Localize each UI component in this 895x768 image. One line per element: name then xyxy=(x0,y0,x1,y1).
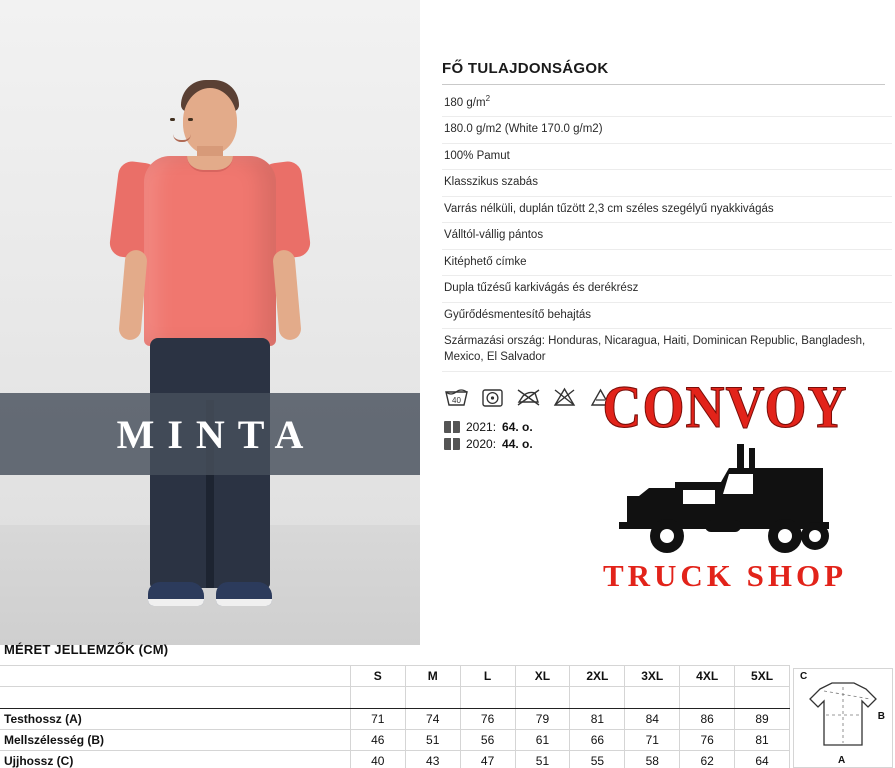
property-row: 180.0 g/m2 (White 170.0 g/m2) xyxy=(442,117,892,144)
size-cell: 56 xyxy=(460,730,515,751)
catalog-icon xyxy=(444,438,460,450)
measurement-diagram xyxy=(793,668,893,768)
convoy-truck-shop-logo xyxy=(575,373,875,615)
size-cell: 74 xyxy=(405,709,460,730)
size-cell: 46 xyxy=(350,730,405,751)
spacer-cell xyxy=(680,687,735,709)
spacer-cell xyxy=(350,687,405,709)
size-column-5xl: 5XL xyxy=(735,666,790,687)
logo-bottom-text: TRUCK SHOP xyxy=(602,558,848,593)
property-weight-unit-sup: 2 xyxy=(485,94,491,103)
size-cell: 81 xyxy=(735,730,790,751)
wash-40-icon xyxy=(444,386,469,408)
shoe-sole-right xyxy=(216,599,272,606)
model-illustration xyxy=(110,70,310,630)
property-weight-value: 180 g/m xyxy=(444,96,486,109)
size-cell: 43 xyxy=(405,751,460,768)
size-column-3xl: 3XL xyxy=(625,666,680,687)
model-eye-right xyxy=(188,118,193,121)
size-column-l: L xyxy=(460,666,515,687)
size-cell: 71 xyxy=(350,709,405,730)
size-table-spacer-row xyxy=(0,687,790,709)
tumble-dry-icon xyxy=(480,386,505,408)
property-row: Gyűrődésmentesítő behajtás xyxy=(442,303,892,330)
size-column-m: M xyxy=(405,666,460,687)
model-arm-right xyxy=(272,249,302,341)
spacer-cell xyxy=(405,687,460,709)
property-row: Kitéphető címke xyxy=(442,250,892,277)
size-table xyxy=(0,665,790,768)
size-cell: 58 xyxy=(625,751,680,768)
spacer-cell xyxy=(515,687,570,709)
do-not-iron-icon xyxy=(516,386,541,408)
size-cell: 89 xyxy=(735,709,790,730)
size-cell: 86 xyxy=(680,709,735,730)
property-row: Varrás nélküli, duplán tűzött 2,3 cm széles szegélyű nyakkivágás xyxy=(442,197,892,224)
size-cell: 81 xyxy=(570,709,625,730)
size-column-s: S xyxy=(350,666,405,687)
size-section-title: MÉRET JELLEMZŐK (CM) xyxy=(4,642,169,657)
size-column-2xl: 2XL xyxy=(570,666,625,687)
model-shoe-left xyxy=(148,582,204,606)
spacer-cell xyxy=(625,687,680,709)
catalog-year: 2020: xyxy=(466,436,497,451)
truck-illustration xyxy=(609,438,841,558)
tshirt-body xyxy=(144,156,276,346)
size-table-corner-cell xyxy=(0,666,350,687)
table-row xyxy=(0,751,790,768)
size-column-4xl: 4XL xyxy=(680,666,735,687)
property-row: 100% Pamut xyxy=(442,144,892,171)
size-cell: 62 xyxy=(680,751,735,768)
spacer-cell xyxy=(0,687,350,709)
size-cell: 76 xyxy=(680,730,735,751)
table-row xyxy=(0,730,790,751)
property-row-origin: Származási ország: Honduras, Nicaragua, Haiti, Dominican Republic, Bangladesh, Mexico, El Salvador xyxy=(442,329,892,371)
spacer-cell xyxy=(460,687,515,709)
model-shoe-right xyxy=(216,582,272,606)
sample-watermark-band xyxy=(0,393,420,475)
size-cell: 66 xyxy=(570,730,625,751)
property-row: Dupla tűzésű karkivágás és derékrész xyxy=(442,276,892,303)
size-cell: 76 xyxy=(460,709,515,730)
model-head xyxy=(183,88,237,154)
property-row-weight xyxy=(442,89,892,117)
logo-top-text: CONVOY xyxy=(602,373,848,441)
spacer-cell xyxy=(570,687,625,709)
catalog-year: 2021: xyxy=(466,419,497,434)
property-row: Klasszikus szabás xyxy=(442,170,892,197)
size-cell: 47 xyxy=(460,751,515,768)
size-cell: 61 xyxy=(515,730,570,751)
do-not-bleach-icon xyxy=(552,386,577,408)
size-row-label: Ujjhossz (C) xyxy=(0,751,350,768)
size-cell: 84 xyxy=(625,709,680,730)
size-row-label: Testhossz (A) xyxy=(0,709,350,730)
size-column-xl: XL xyxy=(515,666,570,687)
diagram-label-a: A xyxy=(838,755,846,766)
size-cell: 51 xyxy=(405,730,460,751)
size-table-header-row xyxy=(0,666,790,687)
size-cell: 64 xyxy=(735,751,790,768)
properties-divider xyxy=(442,84,885,85)
diagram-label-b: B xyxy=(877,711,885,722)
svg-text:40: 40 xyxy=(452,395,461,405)
spacer-cell xyxy=(735,687,790,709)
model-eye-left xyxy=(170,118,175,121)
shoe-sole-left xyxy=(148,599,204,606)
catalog-icon xyxy=(444,421,460,433)
size-cell: 51 xyxy=(515,751,570,768)
diagram-label-c: C xyxy=(800,671,808,682)
property-row: Válltól-vállig pántos xyxy=(442,223,892,250)
properties-title: FŐ TULAJDONSÁGOK xyxy=(442,60,609,77)
sample-watermark-text: MINTA xyxy=(116,411,317,457)
size-cell: 79 xyxy=(515,709,570,730)
size-cell: 71 xyxy=(625,730,680,751)
product-photo xyxy=(0,0,420,645)
catalog-page: 64. o. xyxy=(502,419,533,434)
size-section xyxy=(0,638,895,768)
size-cell: 40 xyxy=(350,751,405,768)
table-row xyxy=(0,709,790,730)
size-row-label: Mellszélesség (B) xyxy=(0,730,350,751)
size-cell: 55 xyxy=(570,751,625,768)
catalog-page: 44. o. xyxy=(502,436,533,451)
